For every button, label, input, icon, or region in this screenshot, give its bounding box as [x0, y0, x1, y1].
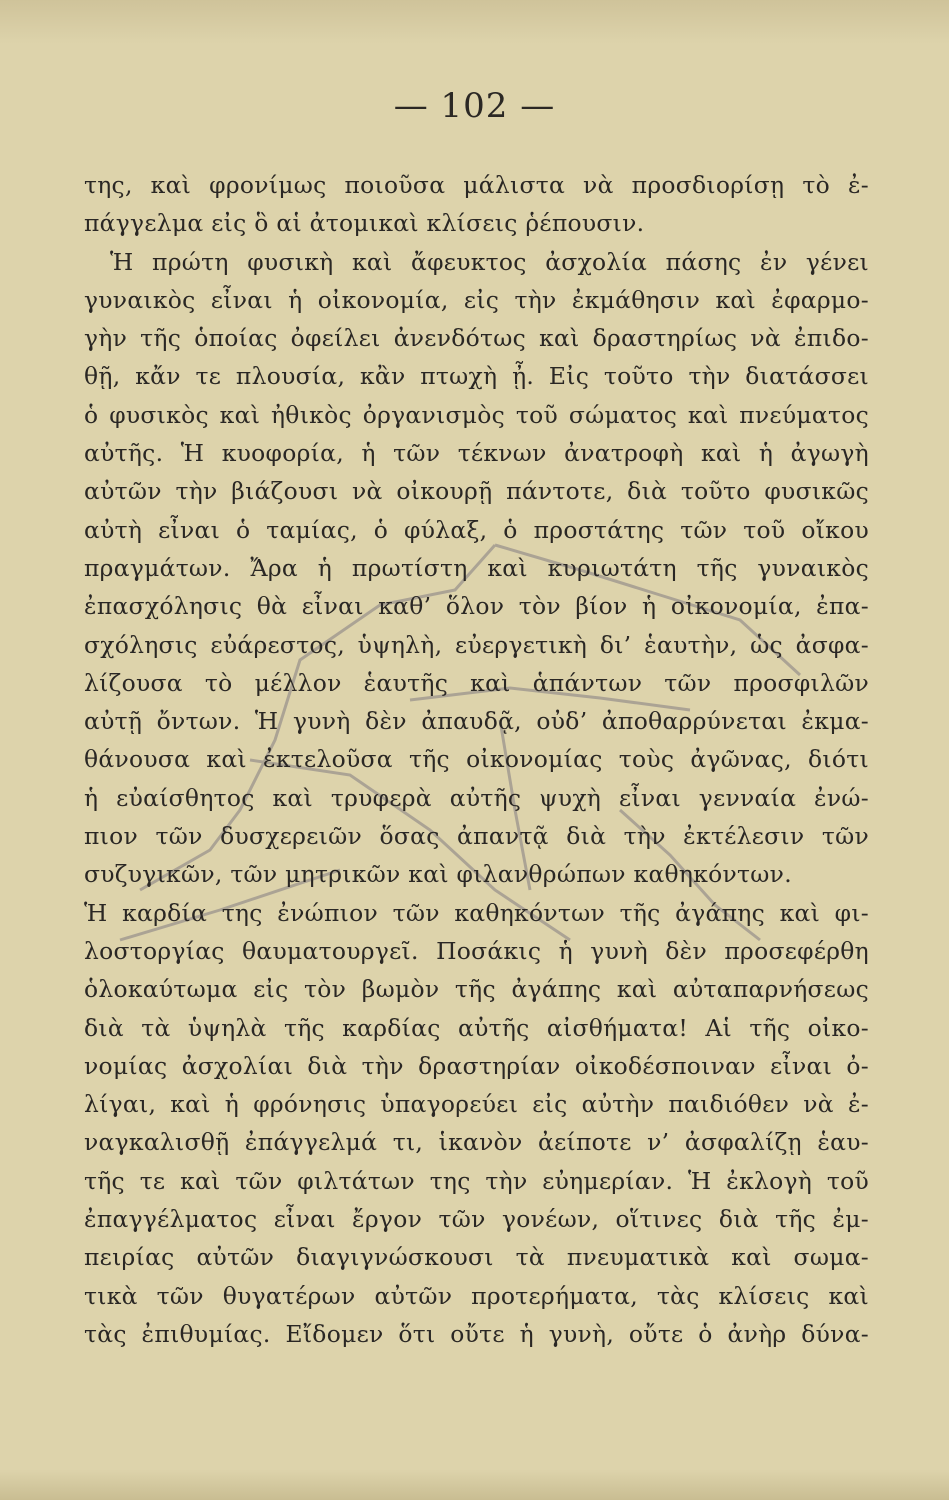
text-line: ὁλοκαύτωμα εἰς τὸν βωμὸν τῆς ἀγάπης καὶ αὐταπαρνήσεως	[84, 975, 869, 1004]
text-line: τὰς ἐπιθυμίας. Εἴδομεν ὅτι οὔτε ἡ γυνὴ, οὔτε ὁ ἀνὴρ δύνα-	[84, 1319, 869, 1348]
text-line: ναγκαλισθῇ ἐπάγγελμά τι, ἱκανὸν ἀείποτε ν’ ἀσφαλίζῃ ἑαυ-	[84, 1128, 869, 1157]
text-line: τικὰ τῶν θυγατέρων αὐτῶν προτερήματα, τὰς κλίσεις καὶ	[84, 1281, 869, 1310]
page-bottom-edge	[0, 1470, 949, 1500]
text-line: γὴν τῆς ὁποίας ὀφείλει ἀνενδότως καὶ δραστηρίως νὰ ἐπιδο-	[84, 324, 869, 353]
page-number: — 102 —	[393, 86, 556, 126]
text-line: Ἡ πρώτη φυσικὴ καὶ ἄφευκτος ἀσχολία πάσης ἐν γένει	[110, 247, 869, 276]
text-line: γυναικὸς εἶναι ἡ οἰκονομία, εἰς τὴν ἐκμάθησιν καὶ ἐφαρμο-	[84, 285, 869, 314]
text-line: αὐτὴ εἶναι ὁ ταμίας, ὁ φύλαξ, ὁ προστάτης τῶν τοῦ οἴκου	[84, 515, 869, 544]
text-line: αὐτῶν τὴν βιάζουσι νὰ οἰκουρῇ πάντοτε, διὰ τοῦτο φυσικῶς	[84, 477, 869, 506]
text-line: ἐπασχόλησις θὰ εἶναι καθ’ ὅλον τὸν βίον ἡ οἰκονομία, ἐπα-	[84, 592, 869, 621]
text-line: λίγαι, καὶ ἡ φρόνησις ὑπαγορεύει εἰς αὐτὴν παιδιόθεν νὰ ἐ-	[84, 1090, 869, 1119]
text-line: πιον τῶν δυσχερειῶν ὅσας ἀπαντᾷ διὰ τὴν ἐκτέλεσιν τῶν	[84, 822, 869, 851]
text-line: σχόλησις εὐάρεστος, ὑψηλὴ, εὐεργετικὴ δι’ ἑαυτὴν, ὡς ἀσφα-	[84, 630, 869, 659]
text-line: ἐπαγγέλματος εἶναι ἔργον τῶν γονέων, οἵτινες διὰ τῆς ἐμ-	[84, 1205, 869, 1234]
text-line: Ἡ καρδία της ἐνώπιον τῶν καθηκόντων τῆς ἀγάπης καὶ φι-	[84, 898, 869, 927]
text-line: ἡ εὐαίσθητος καὶ τρυφερὰ αὐτῆς ψυχὴ εἶναι γενναία ἐνώ-	[84, 783, 869, 812]
text-line: λοστοργίας θαυματουργεῖ. Ποσάκις ἡ γυνὴ δὲν προσεφέρθη	[84, 936, 869, 965]
text-line: αὐτῆς. Ἡ κυοφορία, ἡ τῶν τέκνων ἀνατροφὴ καὶ ἡ ἀγωγὴ	[84, 439, 869, 468]
text-line: πειρίας αὐτῶν διαγιγνώσκουσι τὰ πνευματικὰ καὶ σωμα-	[84, 1243, 869, 1272]
body-text	[84, 166, 869, 1353]
text-line: ὁ φυσικὸς καὶ ἠθικὸς ὀργανισμὸς τοῦ σώματος καὶ πνεύματος	[84, 400, 869, 429]
text-line: νομίας ἀσχολίαι διὰ τὴν δραστηρίαν οἰκοδέσποιναν εἶναι ὀ-	[84, 1051, 869, 1080]
text-line: θάνουσα καὶ ἐκτελοῦσα τῆς οἰκονομίας τοὺς ἀγῶνας, διότι	[84, 745, 869, 774]
text-line: πάγγελμα εἰς ὃ αἱ ἀτομικαὶ κλίσεις ῥέπουσιν.	[84, 209, 645, 238]
text-line: διὰ τὰ ὑψηλὰ τῆς καρδίας αὐτῆς αἰσθήματα! Αἱ τῆς οἰκο-	[84, 1013, 869, 1042]
text-line: πραγμάτων. Ἄρα ἡ πρωτίστη καὶ κυριωτάτη τῆς γυναικὸς	[84, 553, 869, 582]
text-line: λίζουσα τὸ μέλλον ἑαυτῆς καὶ ἁπάντων τῶν προσφιλῶν	[84, 668, 869, 697]
text-line: συζυγικῶν, τῶν μητρικῶν καὶ φιλανθρώπων καθηκόντων.	[84, 860, 792, 889]
text-line: αὐτῇ ὄντων. Ἡ γυνὴ δὲν ἀπαυδᾷ, οὐδ’ ἀποθαρρύνεται ἐκμα-	[84, 707, 869, 736]
page-top-edge	[0, 0, 949, 44]
text-line: θῇ, κἄν τε πλουσία, κἂν πτωχὴ ᾖ. Εἰς τοῦτο τὴν διατάσσει	[84, 362, 869, 391]
text-line: τῆς τε καὶ τῶν φιλτάτων της τὴν εὐημερίαν. Ἡ ἐκλογὴ τοῦ	[84, 1166, 869, 1195]
text-line: της, καὶ φρονίμως ποιοῦσα μάλιστα νὰ προσδιορίσῃ τὸ ἐ-	[84, 171, 869, 199]
